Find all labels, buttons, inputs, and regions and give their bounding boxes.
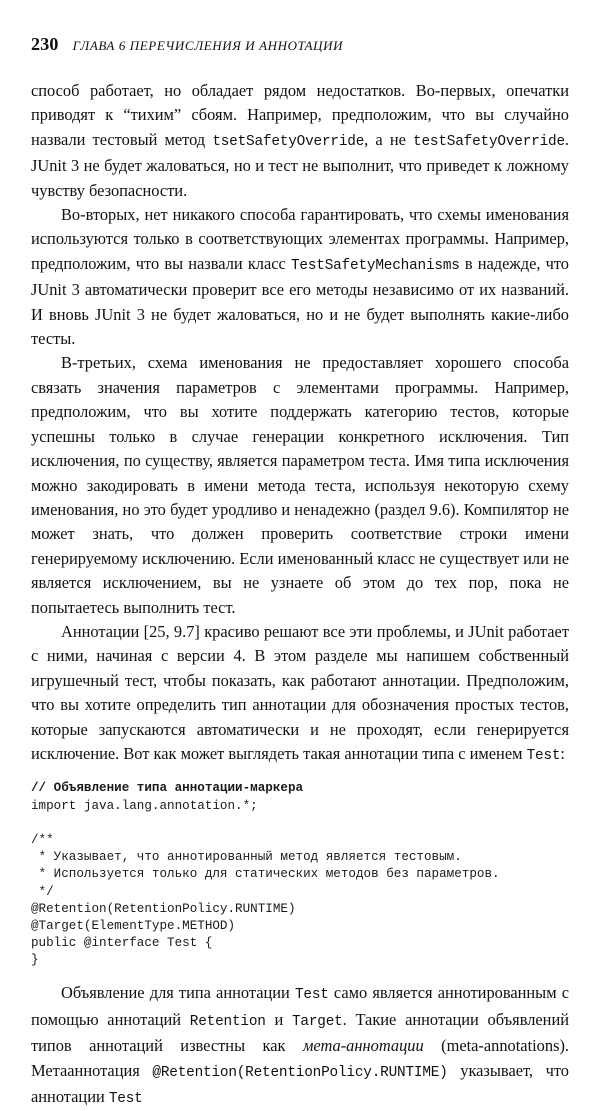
- inline-code: TestSafetyMechanisms: [290, 257, 460, 274]
- text-run: само является аннотированным с помощью аннотаций: [31, 983, 569, 1029]
- paragraph-2: [31, 203, 569, 351]
- paragraph-1: [31, 79, 569, 203]
- body-text: [31, 79, 569, 1111]
- text-run: В-третьих, схема именования не предоставляет хорошего способа связать значения параметров с элементами программы. Например, предположим, что вы хотите поддержать категорию тестов, которые успешны только в случае генерации конкретного исключения. Тип исключения, по существу, является параметром теста. Имя типа исключения можно закодировать в имени метода теста, используя некоторую схему именования, но это будет уродливо и ненадежно (раздел 9.6). Компилятор не может знать, что должен проверить соответствие строки имени генерируемому исключению. Если именованный класс не существует или не является исключением, вы не узнаете об этом до тех пор, пока не попытаетесь выполнить тест.: [31, 353, 569, 617]
- inline-code: Test: [526, 747, 561, 764]
- code-line: }: [31, 953, 39, 968]
- text-run: Аннотации [25, 9.7] красиво решают все эти проблемы, и JUnit работает с ними, начиная с версии 4. В этом разделе мы напишем собственный игрушечный тест, чтобы показать, как работают аннотации. Предположим, что вы хотите определить тип аннотации для обозначения простых тестов, которые запускаются автоматически и не проходят, если генерируется исключение. Вот как может выглядеть такая аннотации типа с именем: [31, 621, 569, 763]
- text-run: (meta-annotations). Метааннотация: [31, 1036, 570, 1080]
- inline-code: Test: [108, 1091, 143, 1108]
- code-line: // Объявление типа аннотации-маркера: [31, 781, 304, 796]
- code-line: * Указывает, что аннотированный метод является тестовым.: [31, 850, 462, 865]
- page-header: [31, 34, 569, 55]
- emphasis-term: мета-аннотации: [302, 1036, 424, 1056]
- code-line: @Target(ElementType.METHOD): [31, 918, 236, 933]
- code-blank-line: [31, 815, 569, 832]
- text-run: . JUnit 3 не будет жаловаться, но и тест не выполнит, что приведет к ложному чувству безопасности.: [31, 129, 570, 200]
- text-run: Во-вторых, нет никакого способа гарантировать, что схемы именования используются только в соответствующих элементах программы. Например, предположим, что вы назвали класс: [31, 205, 569, 273]
- inline-code: testSafetyOverride: [413, 133, 565, 150]
- text-run: Объявление для типа аннотации: [61, 983, 295, 1003]
- text-run: способ работает, но обладает рядом недостатков. Во-первых, опечатки приводят к “тихим” сбоям. Например, предположим, что вы случайно назвали тестовый метод: [31, 81, 569, 149]
- code-line: /**: [31, 832, 54, 847]
- text-run: указывает, что аннотации: [31, 1060, 569, 1107]
- inline-code: tsetSafetyOverride: [212, 133, 365, 150]
- inline-code: Retention: [189, 1013, 266, 1030]
- paragraph-4: [31, 620, 569, 768]
- code-line: import java.lang.annotation.*;: [31, 798, 258, 813]
- text-run: и: [265, 1009, 292, 1029]
- paragraph-5: [31, 981, 569, 1111]
- inline-code: Test: [294, 987, 329, 1004]
- text-run: . Такие аннотации объявлений типов аннотаций известны как: [31, 1009, 569, 1056]
- inline-code: Target: [291, 1013, 343, 1030]
- code-line: */: [31, 884, 54, 899]
- running-head: ГЛАВА 6 ПЕРЕЧИСЛЕНИЯ И АННОТАЦИИ: [72, 38, 344, 53]
- code-line: * Используется только для статических методов без параметров.: [31, 867, 500, 882]
- code-listing: [31, 780, 569, 969]
- text-run: :: [560, 743, 565, 763]
- paragraph-3: [31, 351, 569, 619]
- code-line: public @interface Test {: [31, 936, 213, 951]
- page-number: 230: [31, 34, 59, 54]
- code-line: @Retention(RetentionPolicy.RUNTIME): [31, 901, 296, 916]
- inline-code: @Retention(RetentionPolicy.RUNTIME): [152, 1064, 448, 1081]
- text-run: в надежде, что JUnit 3 автоматически проверит все его методы независимо от их названий. И вновь JUnit 3 не будет жаловаться, но и не будет выполнять какие-либо тесты.: [31, 253, 569, 349]
- text-run: , а не: [364, 129, 414, 149]
